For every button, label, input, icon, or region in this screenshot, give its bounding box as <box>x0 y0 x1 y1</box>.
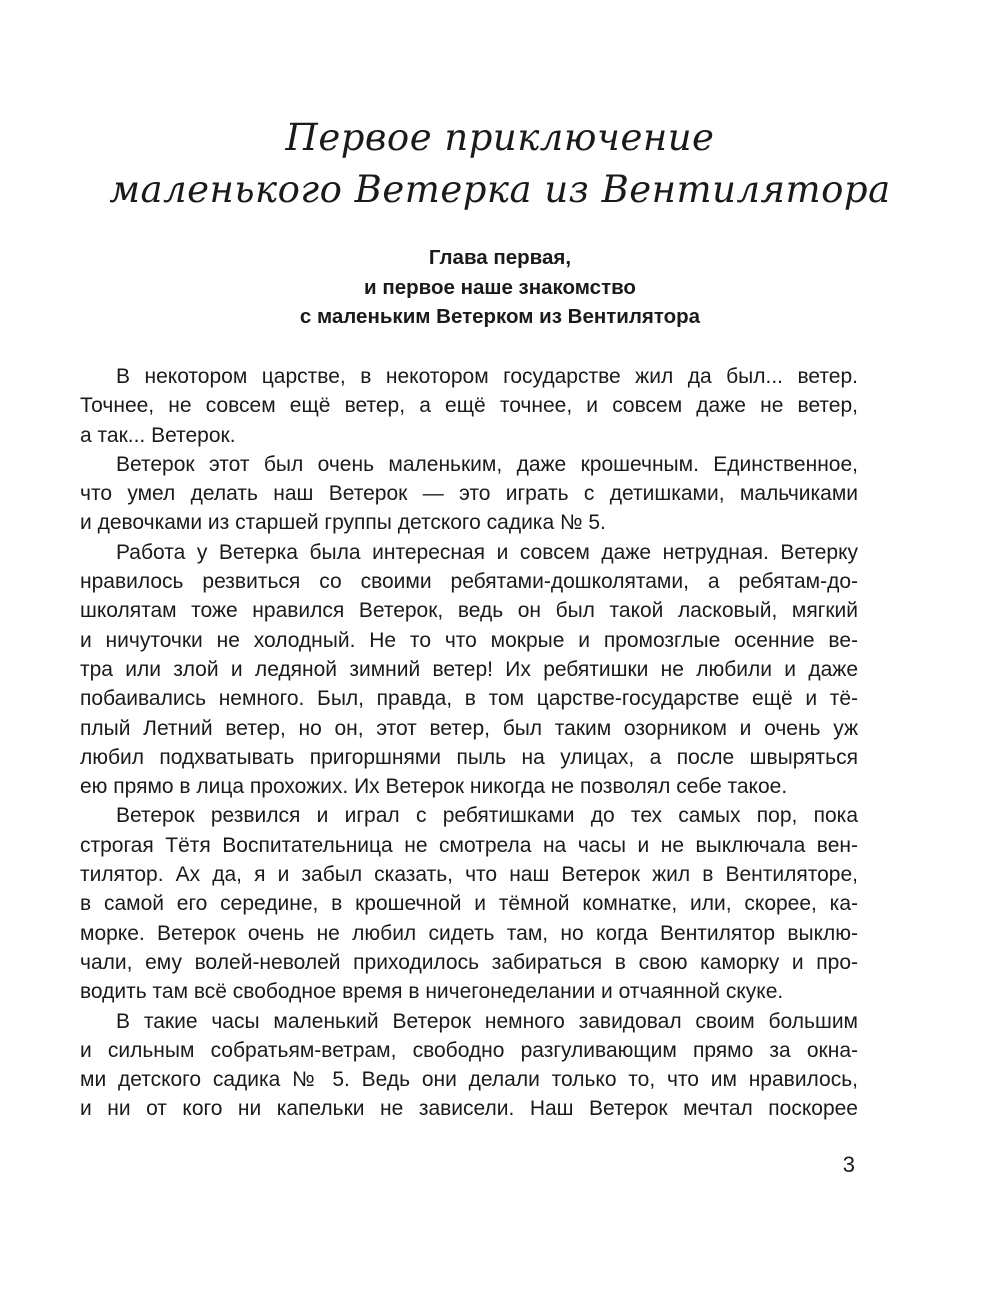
text-line: и ни от кого ни капельки не зависели. Наш Ветерок мечтал поскорее <box>80 1097 858 1121</box>
text-line: что умел делать наш Ветерок — это играть с детишками, мальчиками <box>80 482 858 506</box>
text-line: тилятор. Ах да, я и забыл сказать, что наш Ветерок жил в Вентиляторе, <box>80 863 858 887</box>
chapter-heading <box>0 243 1000 332</box>
text-line: плый Летний ветер, но он, этот ветер, был таким озорником и очень уж <box>80 716 858 740</box>
text-line: ми детского садика № 5. Ведь они делали только то, что им нравилось, <box>80 1068 858 1092</box>
text-line: школятам тоже нравился Ветерок, ведь он был такой ласковый, мягкий <box>80 599 858 623</box>
text-line: Точнее, не совсем ещё ветер, а ещё точнее, и совсем даже не ветер, <box>80 394 858 418</box>
text-line: чали, ему волей-неволей приходилось забираться в свою каморку и про- <box>80 950 858 974</box>
text-line: нравилось резвиться со своими ребятами-дошколятами, а ребятам-до- <box>80 570 858 594</box>
text-line: водить там всё свободное время в ничегонеделании и отчаянной скуке. <box>80 980 784 1004</box>
text-line: Работа у Ветерка была интересная и совсем даже нетрудная. Ветерку <box>116 540 858 564</box>
chapter-heading-line-2: и первое наше знакомство <box>364 275 636 299</box>
text-line: строгая Тётя Воспитательница не смотрела на часы и не выключала вен- <box>80 833 858 857</box>
body-text <box>80 362 858 1124</box>
text-line: В некотором царстве, в некотором государстве жил да был... ветер. <box>116 365 858 388</box>
text-line: и сильным собратьям-ветрам, свободно разгуливающим прямо за окна- <box>80 1038 858 1062</box>
text-line: Ветерок резвился и играл с ребятишками до тех самых пор, пока <box>116 804 858 828</box>
story-title-line-2: маленького Ветерка из Вентилятора <box>109 168 891 211</box>
text-line: и девочками из старшей группы детского садика № 5. <box>80 511 606 535</box>
text-line: любил подхватывать пригоршнями пыль на улицах, а после швыряться <box>80 745 858 769</box>
story-title <box>0 112 1000 216</box>
text-line: в самой его середине, в крошечной и тёмной комнатке, или, скорее, ка- <box>80 892 858 916</box>
text-line: побаивались немного. Был, правда, в том царстве-государстве ещё и тё- <box>80 687 858 711</box>
story-title-line-1: Первое приключение <box>285 116 715 159</box>
chapter-heading-line-3: с маленьким Ветерком из Вентилятора <box>299 305 701 328</box>
text-line: ею прямо в лица прохожих. Их Ветерок никогда не позволял себе такое. <box>80 775 788 799</box>
text-line: тра или злой и ледяной зимний ветер! Их ребятишки не любили и даже <box>80 657 858 681</box>
page-number: 3 <box>842 1152 855 1177</box>
text-line: а так... Ветерок. <box>80 423 236 447</box>
text-line: морке. Ветерок очень не любил сидеть там, но когда Вентилятор выклю- <box>80 921 858 945</box>
text-line: и ничуточки не холодный. Не то что мокрые и промозглые осенние ве- <box>80 628 858 652</box>
text-line: В такие часы маленький Ветерок немного завидовал своим большим <box>116 1009 858 1033</box>
chapter-heading-line-1: Глава первая, <box>428 246 572 269</box>
text-line: Ветерок этот был очень маленьким, даже крошечным. Единственное, <box>116 452 858 476</box>
